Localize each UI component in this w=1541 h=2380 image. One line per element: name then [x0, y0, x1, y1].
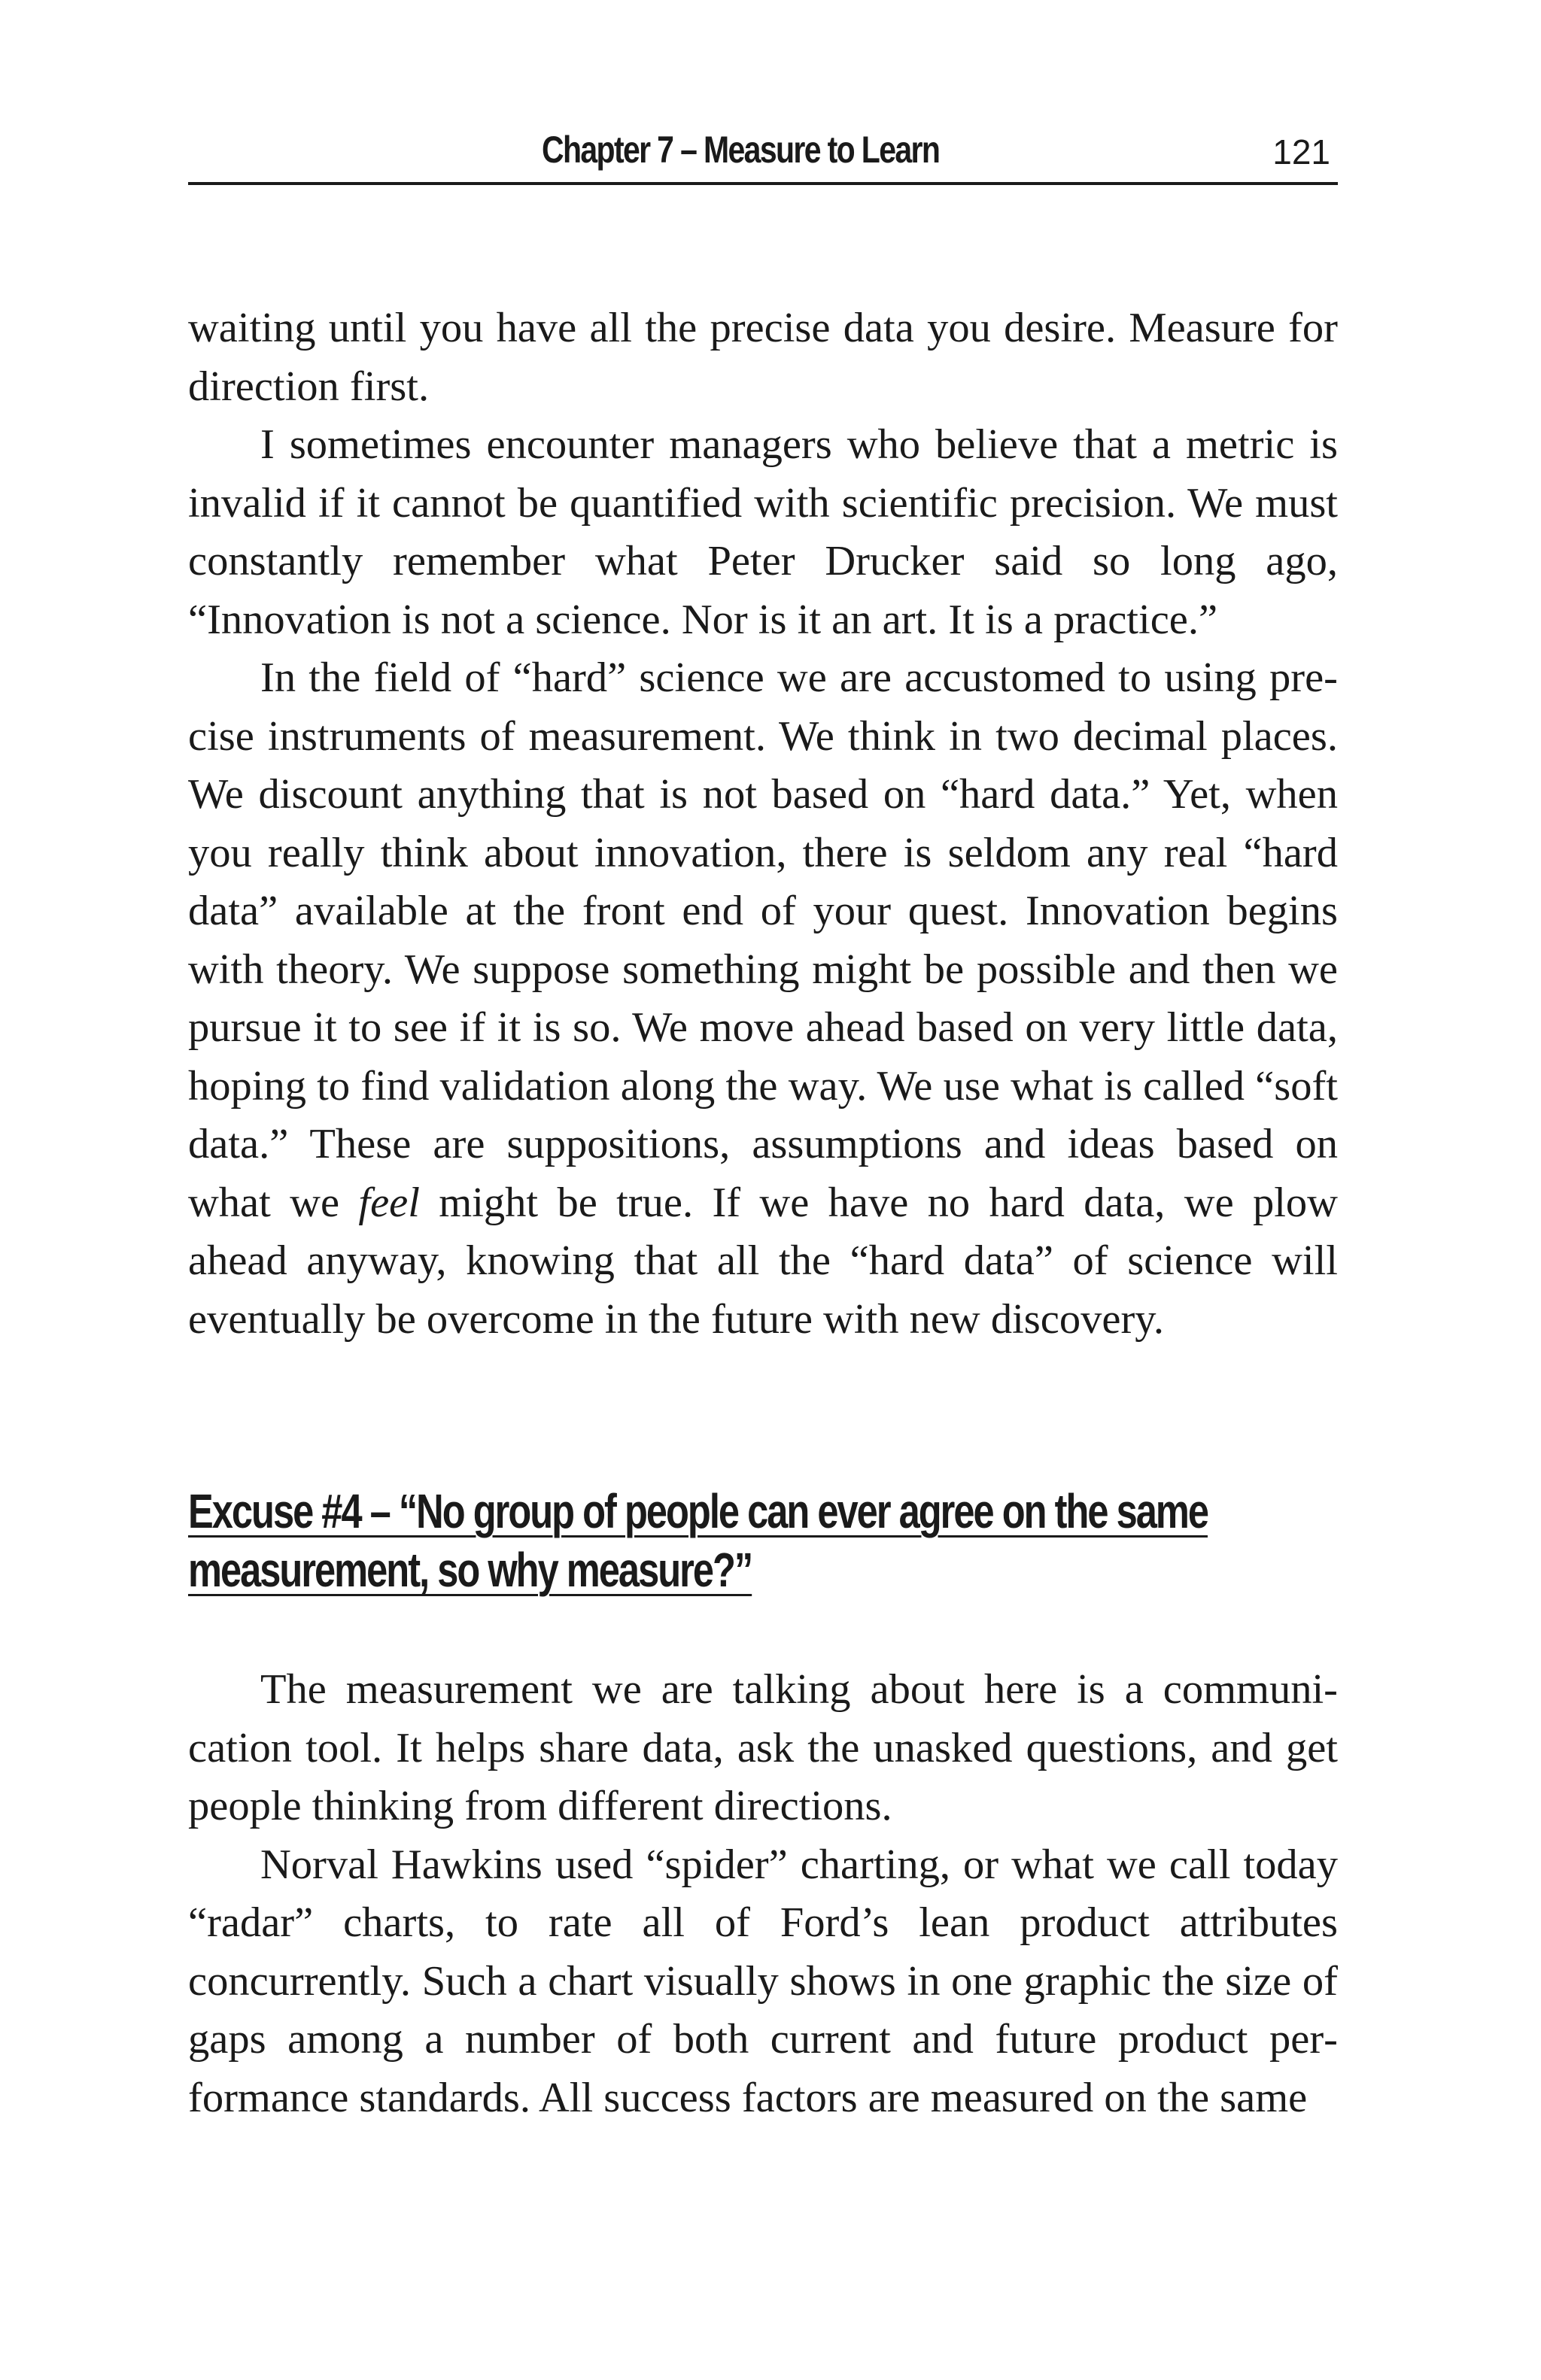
paragraph-hard-science: [188, 649, 1338, 1349]
page-number: 121: [1272, 132, 1330, 172]
paragraph-communication-tool: The measurement we are talking about here is a communication tool. It helps share data, ask the unasked questions, and get people thinking from different directions.: [188, 1666, 1338, 1829]
section-heading-line-1: Excuse #4 – “No group of people can ever agree on the same: [188, 1484, 1208, 1538]
body-text-bottom: [188, 1661, 1338, 2127]
section-heading: [188, 1482, 1338, 1599]
emphasis-feel: feel: [358, 1179, 420, 1226]
body-text-top: [188, 299, 1338, 1349]
paragraph-drucker: I sometimes encounter managers who believe that a metric is invalid if it cannot be quantified with scientific precision. We must constantly remember what Peter Drucker said so long ago, “Innovation is not a science. Nor is it an art. It is a practice.”: [188, 421, 1338, 643]
section-heading-line-2: measurement, so why measure?”: [188, 1543, 752, 1597]
page-header: [188, 126, 1338, 185]
running-title: Chapter 7 – Measure to Learn: [542, 129, 940, 171]
paragraph-spider-charting: Norval Hawkins used “spider” charting, or what we call today “radar” charts, to rate all of Ford’s lean product attributes concurrently. Such a chart visually shows in one graphic the size of gaps among a number of both current and future product performance standards. All success factors are measured on the same: [188, 1841, 1338, 2121]
paragraph-text: In the field of “hard” science we are accustomed to using precise instruments of measurement. We think in two decimal places. We discount anything that is not based on “hard data.” Yet, when you really think about innovation, there is seldom any real “hard data” available at the front end of your quest. Innovation begins with theory. We suppose something might be possible and then we pursue it to see if it is so. We move ahead based on very little data, hoping to find validation along the way. We use what is called “soft data.” These are suppositions, assumptions and ideas based on what we: [188, 654, 1338, 1226]
paragraph-text: might be true. If we have no hard data, we plow ahead anyway, knowing that all the “hard data” of science will eventually be overcome in the future with new discovery.: [188, 1179, 1338, 1343]
paragraph-continued: waiting until you have all the precise data you desire. Measure for direction first.: [188, 305, 1338, 410]
